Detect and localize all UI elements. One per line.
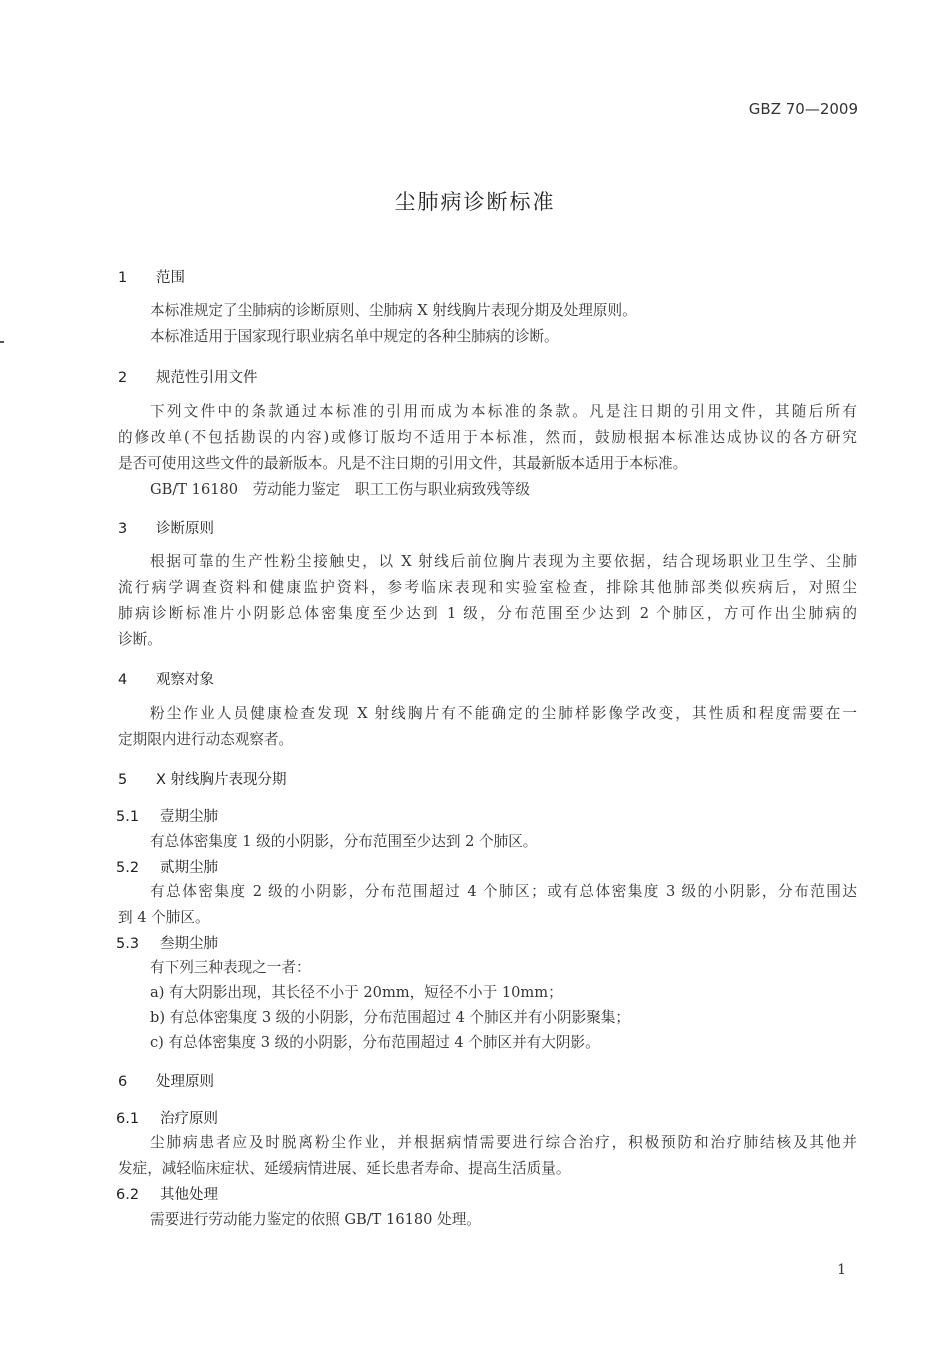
paragraph-line: 粉尘作业人员健康检查发现 X 射线胸片有不能确定的尘肺样影像学改变，其性质和程度需要在一 [150, 705, 857, 722]
section-2-heading [118, 366, 258, 387]
section-title: 规范性引用文件 [156, 370, 258, 386]
paragraph-line: 发症，减轻临床症状、延缓病情进展、延长患者寿命、提高生活质量。 [118, 1160, 571, 1177]
section-number: 3 [118, 521, 128, 537]
section-title: 诊断原则 [156, 521, 214, 537]
section-5-heading [118, 768, 287, 789]
paragraph-line: 本标准规定了尘肺病的诊断原则、尘肺病 X 射线胸片表现分期及处理原则。 [150, 302, 637, 319]
paragraph-line: 有总体密集度 1 级的小阴影，分布范围至少达到 2 个肺区。 [150, 833, 538, 850]
list-item: a) 有大阴影出现，其长径不小于 20mm，短径不小于 10mm； [150, 984, 563, 1001]
paragraph-line: 需要进行劳动能力鉴定的依照 GB/T 16180 处理。 [150, 1211, 481, 1228]
section-number: 6 [118, 1074, 128, 1090]
paragraph-line: 定期限内进行动态观察者。 [118, 731, 294, 748]
subsection-title: 叁期尘肺 [160, 936, 218, 952]
subsection-number: 5.3 [116, 936, 140, 952]
section-number: 5 [118, 772, 128, 788]
paragraph-line: 流行病学调查资料和健康监护资料，参考临床表现和实验室检查，排除其他肺部类似疾病后，对照尘 [118, 579, 857, 596]
paragraph-line: 是否可使用这些文件的最新版本。凡是不注日期的引用文件，其最新版本适用于本标准。 [118, 455, 688, 472]
document-title: 尘肺病诊断标准 [394, 190, 556, 214]
normative-reference: GB/T 16180 劳动能力鉴定 职工工伤与职业病致残等级 [150, 481, 530, 498]
subsection-number: 6.2 [116, 1187, 140, 1203]
subsection-number: 6.1 [116, 1111, 140, 1127]
subsection-5-1-heading [116, 805, 218, 826]
section-title: X 射线胸片表现分期 [156, 772, 287, 788]
section-number: 2 [118, 370, 128, 386]
subsection-number: 5.2 [116, 860, 140, 876]
paragraph-line: 肺病诊断标准片小阴影总体密集度至少达到 1 级，分布范围至少达到 2 个肺区，方可作出尘肺病的 [118, 605, 857, 622]
section-4-heading [118, 668, 214, 689]
section-number: 1 [118, 270, 128, 286]
subsection-title: 贰期尘肺 [160, 860, 218, 876]
section-title: 范围 [156, 270, 185, 286]
section-title: 观察对象 [156, 672, 214, 688]
section-title: 处理原则 [156, 1074, 214, 1090]
subsection-6-1-heading [116, 1107, 218, 1128]
paragraph-line: 根据可靠的生产性粉尘接触史，以 X 射线后前位胸片表现为主要依据，结合现场职业卫生学、尘肺 [150, 553, 857, 570]
subsection-title: 其他处理 [160, 1187, 218, 1203]
paragraph-line: 尘肺病患者应及时脱离粉尘作业，并根据病情需要进行综合治疗，积极预防和治疗肺结核及其他并 [150, 1134, 857, 1151]
section-6-heading [118, 1070, 214, 1091]
paragraph-line: 的修改单(不包括勘误的内容)或修订版均不适用于本标准，然而，鼓励根据本标准达成协议的各方研究 [118, 429, 857, 446]
section-number: 4 [118, 672, 128, 688]
section-1-heading [118, 266, 185, 287]
paragraph-line: 本标准适用于国家现行职业病名单中规定的各种尘肺病的诊断。 [150, 328, 559, 345]
page-number: 1 [837, 1262, 846, 1278]
list-item: c) 有总体密集度 3 级的小阴影，分布范围超过 4 个肺区并有大阴影。 [150, 1034, 600, 1051]
subsection-number: 5.1 [116, 809, 140, 825]
subsection-title: 壹期尘肺 [160, 809, 218, 825]
subsection-5-2-heading [116, 856, 218, 877]
section-3-heading [118, 517, 214, 538]
paragraph-line: 有总体密集度 2 级的小阴影，分布范围超过 4 个肺区；或有总体密集度 3 级的小阴影，分布范围达 [150, 883, 857, 900]
paragraph-line: 有下列三种表现之一者： [150, 959, 311, 976]
subsection-5-3-heading [116, 932, 218, 953]
standard-code: GBZ 70—2009 [748, 100, 858, 118]
scan-edge-mark [0, 341, 4, 343]
paragraph-line: 诊断。 [118, 631, 162, 648]
paragraph-line: 到 4 个肺区。 [118, 909, 210, 926]
paragraph-line: 下列文件中的条款通过本标准的引用而成为本标准的条款。凡是注日期的引用文件，其随后所有 [150, 403, 857, 420]
subsection-6-2-heading [116, 1183, 218, 1204]
subsection-title: 治疗原则 [160, 1111, 218, 1127]
list-item: b) 有总体密集度 3 级的小阴影，分布范围超过 4 个肺区并有小阴影聚集； [150, 1009, 631, 1026]
